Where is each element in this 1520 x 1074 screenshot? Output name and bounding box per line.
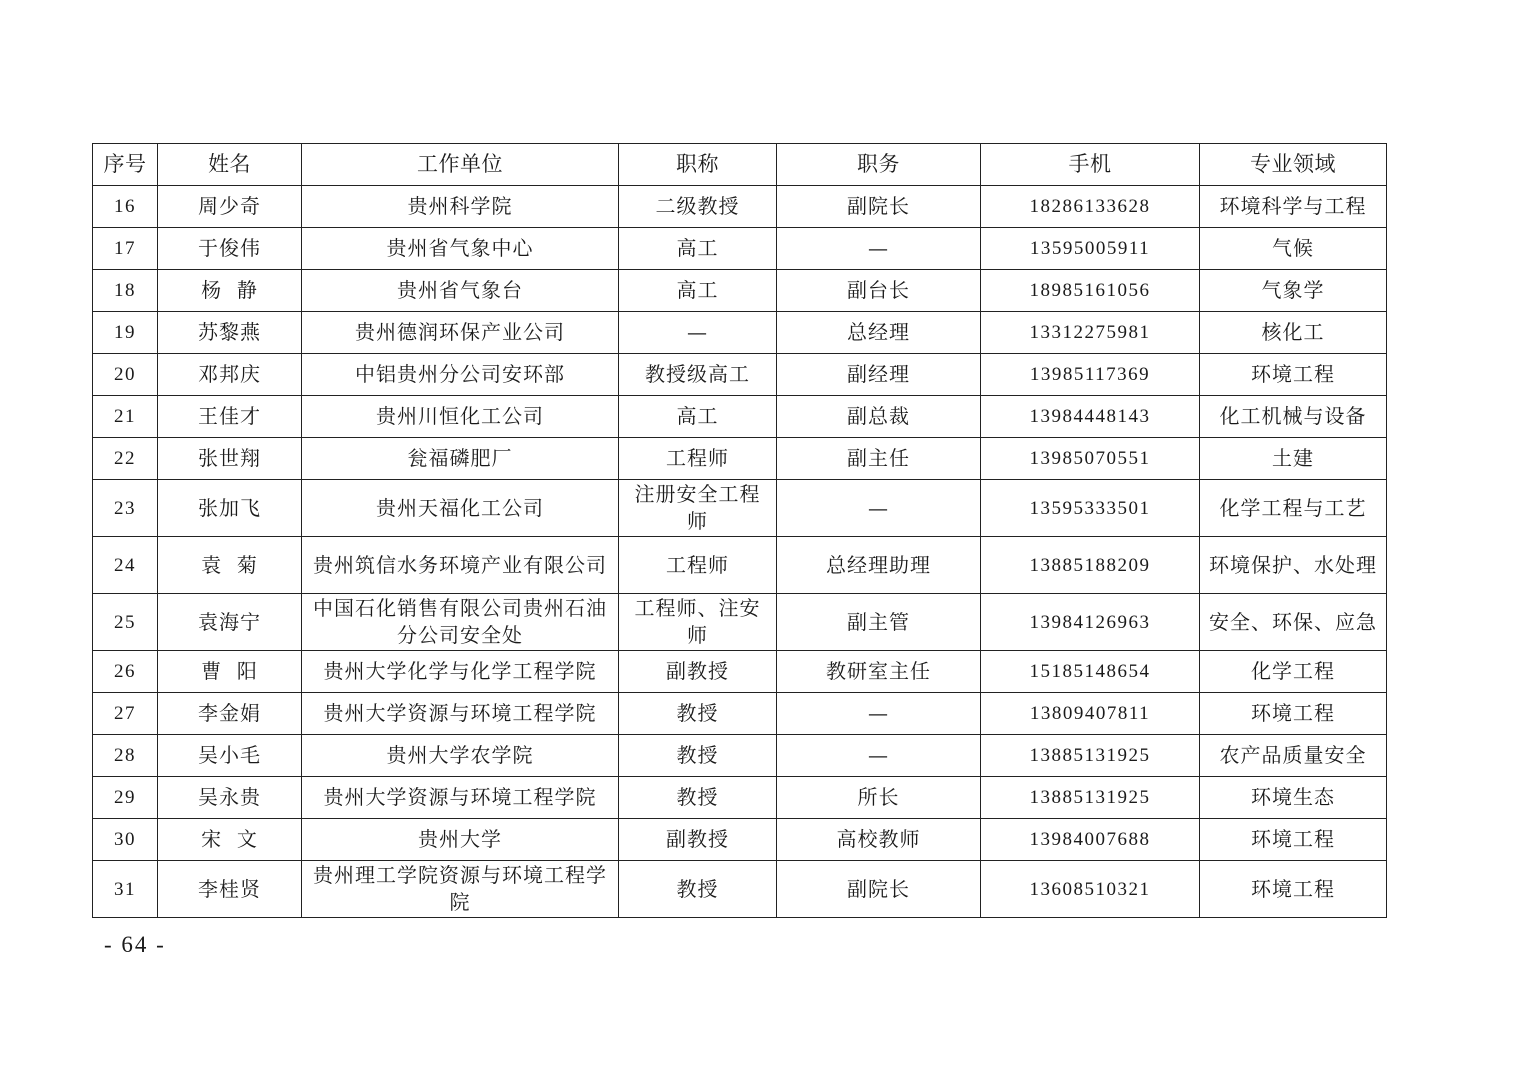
- cell-unit: 贵州大学化学与化学工程学院: [302, 651, 619, 693]
- table-row: [93, 354, 1387, 396]
- table-row: [93, 270, 1387, 312]
- cell-position: —: [777, 735, 981, 777]
- cell-title: 工程师: [619, 438, 777, 480]
- table-row: [93, 651, 1387, 693]
- cell-name: 曹 阳: [158, 651, 302, 693]
- table-row: [93, 693, 1387, 735]
- cell-phone: 13809407811: [981, 693, 1200, 735]
- cell-title: 教授: [619, 861, 777, 918]
- cell-position: 副院长: [777, 861, 981, 918]
- cell-unit: 贵州大学资源与环境工程学院: [302, 777, 619, 819]
- cell-unit: 贵州德润环保产业公司: [302, 312, 619, 354]
- cell-position: 副主任: [777, 438, 981, 480]
- cell-name: 张加飞: [158, 480, 302, 537]
- cell-title: —: [619, 312, 777, 354]
- cell-no: 30: [93, 819, 158, 861]
- cell-title: 副教授: [619, 651, 777, 693]
- table-row: [93, 594, 1387, 651]
- cell-title: 副教授: [619, 819, 777, 861]
- cell-field: 化学工程与工艺: [1200, 480, 1387, 537]
- table-row: [93, 228, 1387, 270]
- cell-no: 29: [93, 777, 158, 819]
- cell-field: 环境工程: [1200, 693, 1387, 735]
- cell-position: 总经理: [777, 312, 981, 354]
- table-row: [93, 438, 1387, 480]
- cell-no: 20: [93, 354, 158, 396]
- cell-name: 于俊伟: [158, 228, 302, 270]
- cell-phone: 13608510321: [981, 861, 1200, 918]
- table-row: [93, 480, 1387, 537]
- cell-field: 环境工程: [1200, 861, 1387, 918]
- cell-name: 张世翔: [158, 438, 302, 480]
- cell-no: 19: [93, 312, 158, 354]
- cell-title: 工程师、注安师: [619, 594, 777, 651]
- cell-field: 气象学: [1200, 270, 1387, 312]
- table-row: [93, 186, 1387, 228]
- cell-phone: 18985161056: [981, 270, 1200, 312]
- table-row: [93, 819, 1387, 861]
- cell-no: 23: [93, 480, 158, 537]
- cell-title: 二级教授: [619, 186, 777, 228]
- cell-no: 18: [93, 270, 158, 312]
- cell-position: 高校教师: [777, 819, 981, 861]
- header-title: 职称: [619, 144, 777, 186]
- cell-name: 袁 菊: [158, 537, 302, 594]
- cell-title: 教授级高工: [619, 354, 777, 396]
- cell-title: 教授: [619, 735, 777, 777]
- cell-unit: 瓮福磷肥厂: [302, 438, 619, 480]
- cell-phone: 13885131925: [981, 735, 1200, 777]
- cell-phone: 13985117369: [981, 354, 1200, 396]
- cell-field: 环境科学与工程: [1200, 186, 1387, 228]
- cell-phone: 13984448143: [981, 396, 1200, 438]
- cell-position: —: [777, 228, 981, 270]
- cell-phone: 13985070551: [981, 438, 1200, 480]
- cell-no: 16: [93, 186, 158, 228]
- header-position: 职务: [777, 144, 981, 186]
- table-row: [93, 537, 1387, 594]
- cell-field: 环境工程: [1200, 354, 1387, 396]
- cell-field: 农产品质量安全: [1200, 735, 1387, 777]
- cell-field: 土建: [1200, 438, 1387, 480]
- cell-unit: 贵州大学农学院: [302, 735, 619, 777]
- cell-phone: 18286133628: [981, 186, 1200, 228]
- table-row: [93, 396, 1387, 438]
- header-name: 姓名: [158, 144, 302, 186]
- cell-name: 杨 静: [158, 270, 302, 312]
- cell-unit: 贵州科学院: [302, 186, 619, 228]
- page-number: - 64 -: [104, 932, 166, 957]
- cell-position: 副主管: [777, 594, 981, 651]
- cell-unit: 贵州大学资源与环境工程学院: [302, 693, 619, 735]
- cell-name: 袁海宁: [158, 594, 302, 651]
- table-row: [93, 777, 1387, 819]
- header-unit: 工作单位: [302, 144, 619, 186]
- cell-title: 高工: [619, 270, 777, 312]
- cell-name: 李桂贤: [158, 861, 302, 918]
- cell-name: 邓邦庆: [158, 354, 302, 396]
- table-row: [93, 861, 1387, 918]
- expert-roster-table: [92, 143, 1387, 918]
- cell-position: 所长: [777, 777, 981, 819]
- cell-phone: 15185148654: [981, 651, 1200, 693]
- cell-unit: 贵州省气象台: [302, 270, 619, 312]
- cell-unit: 贵州理工学院资源与环境工程学院: [302, 861, 619, 918]
- cell-unit: 贵州筑信水务环境产业有限公司: [302, 537, 619, 594]
- table-header-row: [93, 144, 1387, 186]
- cell-no: 22: [93, 438, 158, 480]
- header-no: 序号: [93, 144, 158, 186]
- cell-position: —: [777, 693, 981, 735]
- cell-no: 31: [93, 861, 158, 918]
- table-row: [93, 312, 1387, 354]
- cell-name: 李金娟: [158, 693, 302, 735]
- cell-no: 25: [93, 594, 158, 651]
- cell-no: 21: [93, 396, 158, 438]
- cell-title: 教授: [619, 777, 777, 819]
- cell-no: 24: [93, 537, 158, 594]
- cell-position: 副院长: [777, 186, 981, 228]
- cell-field: 气候: [1200, 228, 1387, 270]
- cell-phone: 13885131925: [981, 777, 1200, 819]
- cell-name: 周少奇: [158, 186, 302, 228]
- cell-title: 高工: [619, 228, 777, 270]
- cell-field: 环境生态: [1200, 777, 1387, 819]
- cell-position: 副台长: [777, 270, 981, 312]
- cell-field: 核化工: [1200, 312, 1387, 354]
- cell-name: 宋 文: [158, 819, 302, 861]
- cell-name: 吴永贵: [158, 777, 302, 819]
- cell-no: 27: [93, 693, 158, 735]
- cell-unit: 贵州天福化工公司: [302, 480, 619, 537]
- cell-phone: 13984126963: [981, 594, 1200, 651]
- cell-name: 吴小毛: [158, 735, 302, 777]
- cell-no: 28: [93, 735, 158, 777]
- cell-position: 总经理助理: [777, 537, 981, 594]
- cell-unit: 中铝贵州分公司安环部: [302, 354, 619, 396]
- cell-phone: 13984007688: [981, 819, 1200, 861]
- cell-field: 安全、环保、应急: [1200, 594, 1387, 651]
- cell-no: 26: [93, 651, 158, 693]
- cell-title: 工程师: [619, 537, 777, 594]
- cell-title: 注册安全工程师: [619, 480, 777, 537]
- cell-phone: 13595333501: [981, 480, 1200, 537]
- cell-field: 化工机械与设备: [1200, 396, 1387, 438]
- table-body: [93, 186, 1387, 918]
- header-field: 专业领域: [1200, 144, 1387, 186]
- cell-phone: 13595005911: [981, 228, 1200, 270]
- cell-position: 教研室主任: [777, 651, 981, 693]
- cell-position: 副总裁: [777, 396, 981, 438]
- cell-unit: 贵州省气象中心: [302, 228, 619, 270]
- cell-title: 教授: [619, 693, 777, 735]
- cell-title: 高工: [619, 396, 777, 438]
- cell-unit: 中国石化销售有限公司贵州石油分公司安全处: [302, 594, 619, 651]
- cell-position: —: [777, 480, 981, 537]
- cell-unit: 贵州大学: [302, 819, 619, 861]
- cell-name: 苏黎燕: [158, 312, 302, 354]
- header-phone: 手机: [981, 144, 1200, 186]
- cell-position: 副经理: [777, 354, 981, 396]
- cell-no: 17: [93, 228, 158, 270]
- cell-field: 化学工程: [1200, 651, 1387, 693]
- cell-phone: 13885188209: [981, 537, 1200, 594]
- cell-unit: 贵州川恒化工公司: [302, 396, 619, 438]
- table-row: [93, 735, 1387, 777]
- cell-name: 王佳才: [158, 396, 302, 438]
- cell-field: 环境保护、水处理: [1200, 537, 1387, 594]
- cell-field: 环境工程: [1200, 819, 1387, 861]
- cell-phone: 13312275981: [981, 312, 1200, 354]
